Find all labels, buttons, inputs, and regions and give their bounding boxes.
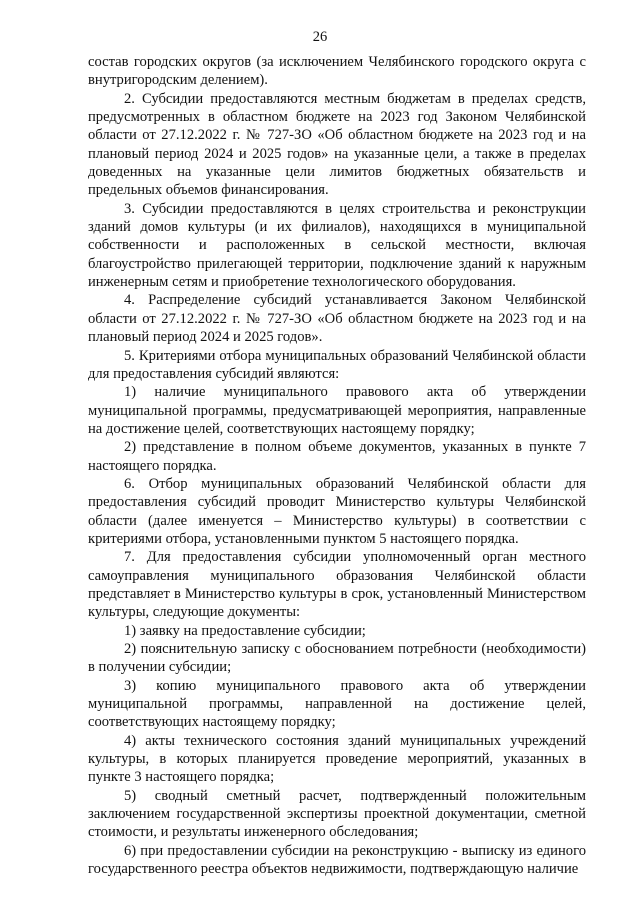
paragraph-2: 2. Субсидии предоставляются местным бюджетам в пределах средств, предусмотренных в областном бюджете на 2023 год Законом Челябинской области от 27.12.2022 г. № 727-ЗО «Об областном бюджете на 2023 год и на плановый период 2024 и 2025 годов» на указанные цели, а также в пределах доведенных на указанные цели лимитов бюджетных обязательств и предельных объемов финансирования.	[88, 90, 586, 199]
paragraph-continuation: состав городских округов (за исключением Челябинского городского округа с внутригородским делением).	[88, 54, 586, 89]
paragraph-7-item-2: 2) пояснительную записку с обоснованием потребности (необходимости) в получении субсидии;	[88, 641, 586, 676]
paragraph-7-item-3: 3) копию муниципального правового акта об утверждении муниципальной программы, направленной на достижение целей, соответствующих настоящему порядку;	[88, 677, 586, 731]
paragraph-5-item-1: 1) наличие муниципального правового акта об утверждении муниципальной программы, предусматривающей мероприятия, направленные на достижение целей, соответствующих настоящему порядку;	[88, 384, 586, 437]
paragraph-3: 3. Субсидии предоставляются в целях строительства и реконструкции зданий домов культуры (и их филиалов), находящихся в муниципальной собственности и расположенных в сельской местности, включая благоустройство прилегающей территории, подключение зданий к наружным инженерным сетям и приобретение технологического оборудования.	[88, 200, 586, 291]
paragraph-7-item-4: 4) акты технического состояния зданий муниципальных учреждений культуры, в которых планируется проведение мероприятий, указанных в пункте 3 настоящего порядка;	[88, 732, 586, 786]
document-body	[88, 53, 586, 878]
paragraph-7-item-5: 5) сводный сметный расчет, подтвержденный положительным заключением государственной экспертизы проектной документации, сметной стоимости, и результаты инженерного обследования;	[88, 787, 586, 841]
paragraph-7: 7. Для предоставления субсидии уполномоченный орган местного самоуправления муниципального образования Челябинской области представляет в Министерство культуры в срок, установленный Министерством культуры, следующие документы:	[88, 549, 586, 621]
paragraph-7-item-1: 1) заявку на предоставление субсидии;	[124, 622, 366, 639]
page-number: 26	[312, 29, 328, 45]
paragraph-4: 4. Распределение субсидий устанавливается Законом Челябинской области от 27.12.2022 г. № 727-ЗО «Об областном бюджете на 2023 год и на плановый период 2024 и 2025 годов».	[88, 292, 586, 346]
paragraph-7-item-6: 6) при предоставлении субсидии на реконструкцию - выписку из единого государственного реестра объектов недвижимости, подтверждающую наличие	[88, 842, 586, 878]
paragraph-5: 5. Критериями отбора муниципальных образований Челябинской области для предоставления субсидий являются:	[88, 347, 586, 382]
paragraph-6: 6. Отбор муниципальных образований Челябинской области для предоставления субсидий проводит Министерство культуры Челябинской области (далее именуется – Министерство культуры) в соответствии с критериями отбора, установленными пунктом 5 настоящего порядка.	[88, 475, 586, 547]
paragraph-5-item-2: 2) представление в полном объеме документов, указанных в пункте 7 настоящего порядка.	[88, 439, 586, 474]
